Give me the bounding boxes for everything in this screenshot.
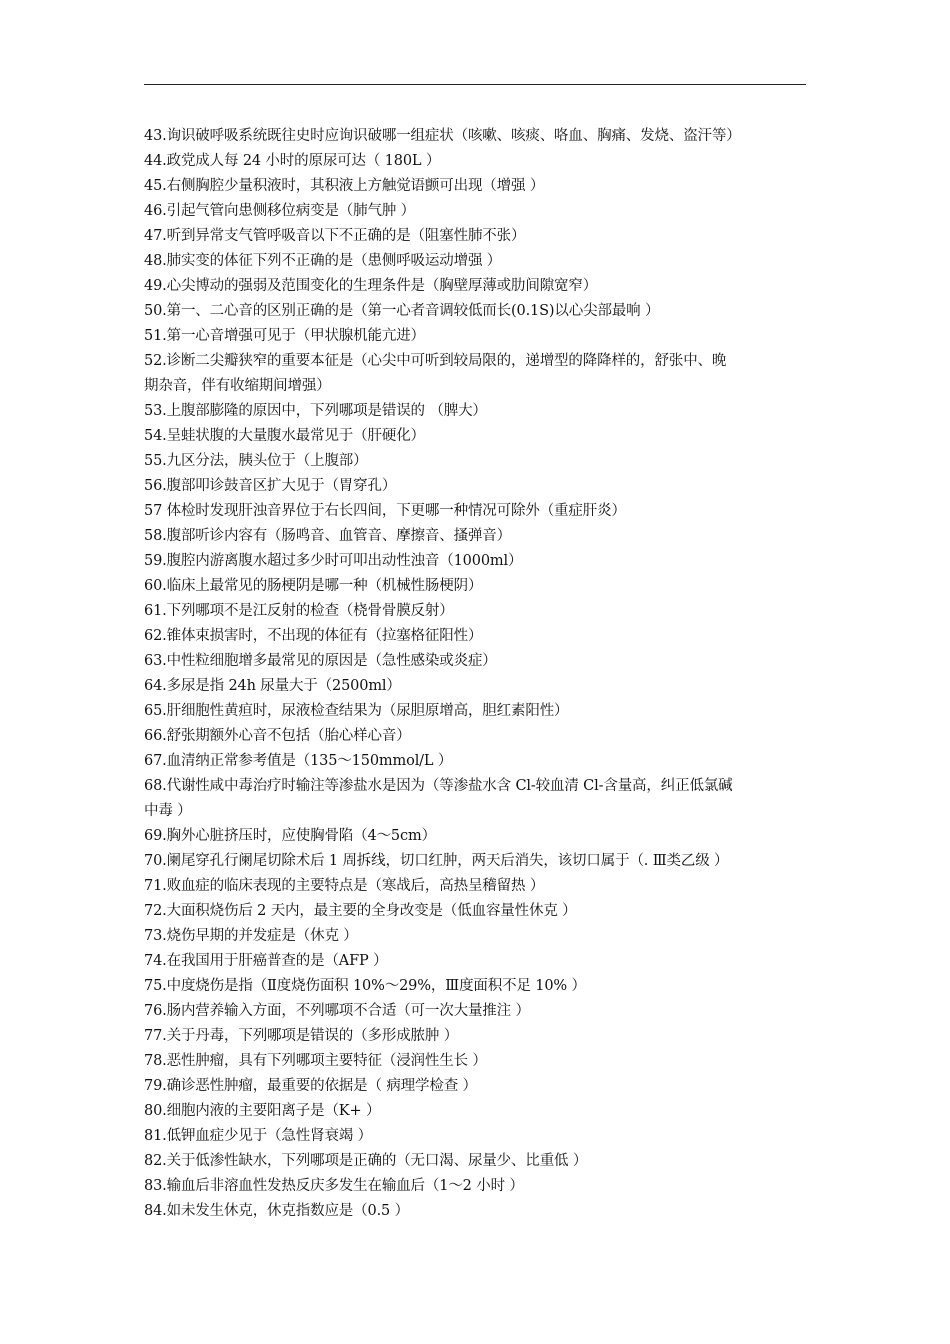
text-line: 81.低钾血症少见于（急性肾衰竭 ） bbox=[144, 1128, 372, 1144]
text-line: 74.在我国用于肝癌普查的是（AFP ） bbox=[144, 953, 388, 969]
text-line: 58.腹部听诊内容有（肠鸣音、血管音、摩擦音、搔弹音） bbox=[144, 528, 512, 544]
text-line: 69.胸外心脏挤压时，应使胸骨陷（4～5cm） bbox=[144, 828, 436, 844]
text-line: 70.阑尾穿孔行阑尾切除术后 1 周拆线，切口红肿，两天后消失，该切口属于（. Ⅲ类乙级 ） bbox=[144, 853, 729, 869]
text-line: 82.关于低渗性缺水，下列哪项是正确的（无口渴、尿量少、比重低 ） bbox=[144, 1153, 588, 1169]
header-rule bbox=[144, 84, 806, 85]
text-line: 84.如未发生休克，休克指数应是（0.5 ） bbox=[144, 1203, 409, 1219]
text-line: 44.政党成人每 24 小时的原尿可达（ 180L ） bbox=[144, 153, 441, 169]
text-line: 55.九区分法，胰头位于（上腹部） bbox=[144, 453, 368, 469]
text-line: 中毒 ） bbox=[144, 803, 192, 819]
text-line: 61.下列哪项不是江反射的检查（桡骨骨膜反射） bbox=[144, 603, 454, 619]
text-line: 75.中度烧伤是指（Ⅱ度烧伤面积 10%～29%，Ⅲ度面积不足 10% ） bbox=[144, 978, 586, 994]
text-line: 62.锥体束损害时，不出现的体征有（拉塞格征阳性） bbox=[144, 628, 483, 644]
text-line: 71.败血症的临床表现的主要特点是（寒战后，高热呈稽留热 ） bbox=[144, 878, 545, 894]
question-list bbox=[144, 124, 812, 1224]
text-line: 77.关于丹毒，下列哪项是错误的（多形成脓肿 ） bbox=[144, 1028, 459, 1044]
text-line: 63.中性粒细胞增多最常见的原因是（急性感染或炎症） bbox=[144, 653, 497, 669]
text-line: 48.肺实变的体征下列不正确的是（患侧呼吸运动增强 ） bbox=[144, 253, 502, 269]
text-line: 46.引起气管向患侧移位病变是（肺气肿 ） bbox=[144, 203, 416, 219]
text-line: 73.烧伤早期的并发症是（休克 ） bbox=[144, 928, 358, 944]
text-line: 53.上腹部膨隆的原因中，下列哪项是错误的 （脾大） bbox=[144, 403, 487, 419]
text-line: 期杂音，伴有收缩期间增强） bbox=[144, 378, 331, 394]
text-line: 67.血清纳正常参考值是（135～150mmol/L ） bbox=[144, 753, 453, 769]
text-line: 43.询识破呼吸系统既往史时应询识破哪一组症状（咳嗽、咳痰、咯血、胸痛、发烧、盗汗等） bbox=[144, 128, 741, 144]
text-line: 76.肠内营养输入方面，不列哪项不合适（可一次大量推注 ） bbox=[144, 1003, 530, 1019]
text-line: 68.代谢性咸中毒治疗时输注等渗盐水是因为（等渗盐水含 Cl-较血清 Cl-含量高，纠正低氯碱 bbox=[144, 778, 733, 794]
text-line: 50.第一、二心音的区别正确的是（第一心者音调较低而长(0.1S)以心尖部最响 ） bbox=[144, 303, 660, 319]
text-line: 60.临床上最常见的肠梗阴是哪一种（机械性肠梗阴） bbox=[144, 578, 483, 594]
text-line: 80.细胞内液的主要阳离子是（K+ ） bbox=[144, 1103, 381, 1119]
text-line: 64.多尿是指 24h 尿量大于（2500ml） bbox=[144, 678, 401, 694]
text-line: 49.心尖博动的强弱及范围变化的生理条件是（胸壁厚薄或肋间隙宽窄） bbox=[144, 278, 598, 294]
text-line: 57 体检时发现肝浊音界位于右长四间，下更哪一种情况可除外（重症肝炎） bbox=[144, 503, 626, 519]
text-line: 72.大面积烧伤后 2 天内，最主要的全身改变是（低血容量性休克 ） bbox=[144, 903, 577, 919]
text-line: 47.听到异常支气管呼吸音以下不正确的是（阻塞性肺不张） bbox=[144, 228, 526, 244]
text-line: 66.舒张期额外心音不包括（胎心样心音） bbox=[144, 728, 411, 744]
text-line: 79.确诊恶性肿瘤，最重要的依据是（ 病理学检查 ） bbox=[144, 1078, 477, 1094]
text-line: 78.恶性肿瘤，具有下列哪项主要特征（浸润性生长 ） bbox=[144, 1053, 487, 1069]
text-line: 83.输血后非溶血性发热反庆多发生在输血后（1～2 小时 ） bbox=[144, 1178, 524, 1194]
text-line: 59.腹腔内游离腹水超过多少时可叩出动性浊音（1000ml） bbox=[144, 553, 523, 569]
text-line: 54.呈蛙状腹的大量腹水最常见于（肝硬化） bbox=[144, 428, 425, 444]
text-line: 56.腹部叩诊鼓音区扩大见于（胃穿孔） bbox=[144, 478, 397, 494]
text-line: 65.肝细胞性黄疸时，尿液检查结果为（尿胆原增高，胆红素阳性） bbox=[144, 703, 569, 719]
text-line: 45.右侧胸腔少量积液时，其积液上方触觉语颤可出现（增强 ） bbox=[144, 178, 545, 194]
text-line: 51.第一心音增强可见于（甲状腺机能亢进） bbox=[144, 328, 425, 344]
text-line: 52.诊断二尖瓣狭窄的重要本征是（心尖中可听到较局限的，递增型的降降样的，舒张中、晚 bbox=[144, 353, 727, 369]
